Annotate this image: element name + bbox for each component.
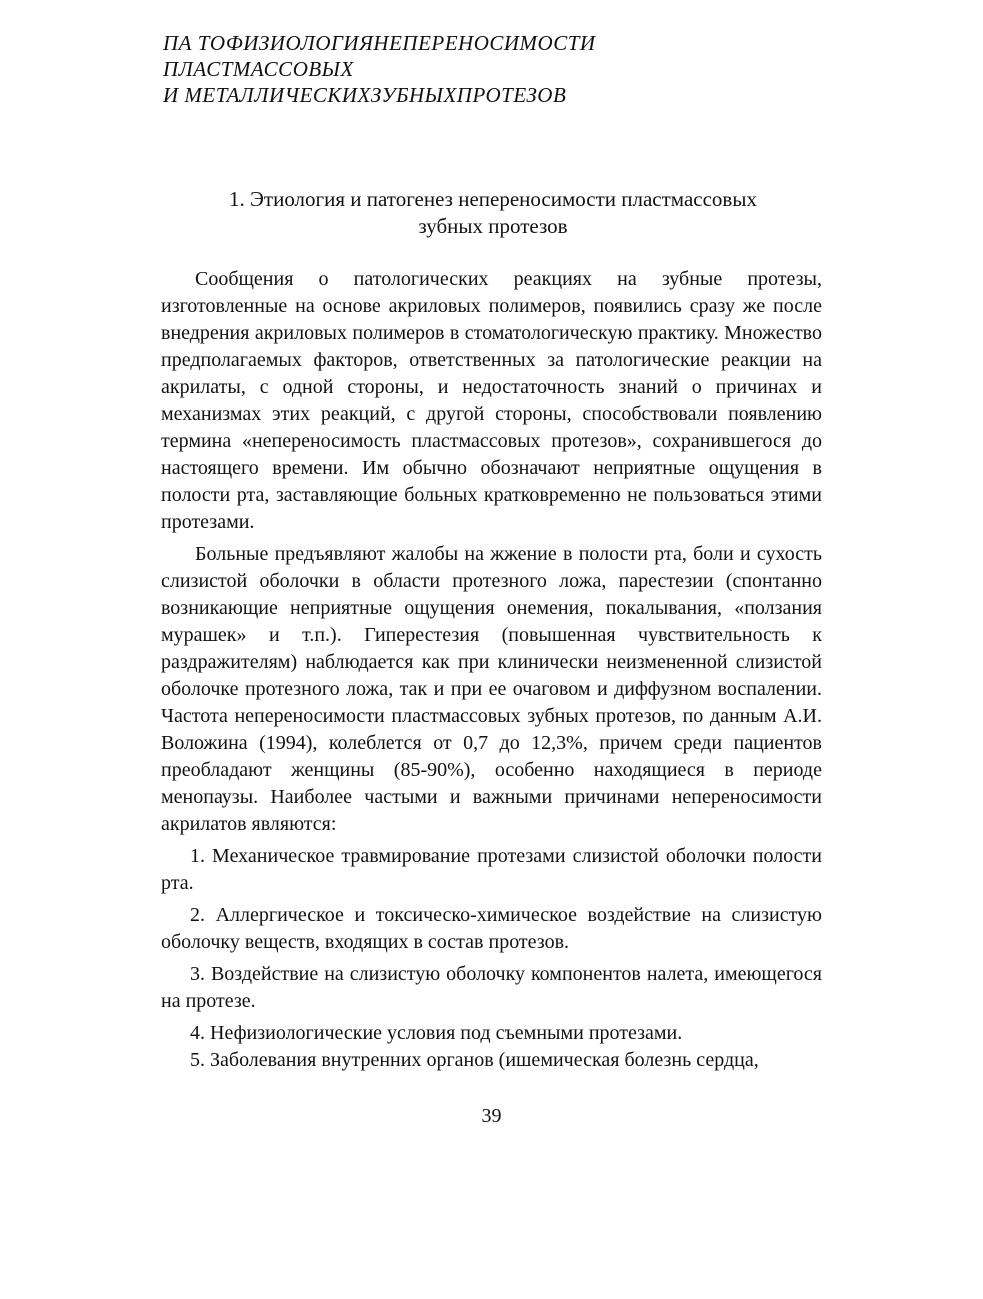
list-item: 3. Воздействие на слизистую оболочку компонентов налета, имеющегося на протезе. xyxy=(161,963,822,1012)
section-heading xyxy=(163,186,823,240)
paragraph: Сообщения о патологических реакциях на зубные протезы, изготовленные на основе акриловых полимеров, появились сразу же после внедрения акриловых полимеров в стоматологическую практику. Множество предполагаемых факторов, ответственных за патологические реакции на акрилаты, с одной стороны, и недостаточность знаний о причинах и механизмах этих реакций, с другой стороны, способствовали появлению термина «непереносимость пластмассовых протезов», сохранившегося до настоящего времени. Им обычно обозначают неприятные ощущения в полости рта, заставляющие больных кратковременно не пользоваться этими протезами. xyxy=(161,268,822,533)
running-header-line: И МЕТАЛЛИЧЕСКИХЗУБНЫХПРОТЕЗОВ xyxy=(163,83,567,107)
running-header xyxy=(163,30,823,108)
running-header-line: ПА ТОФИЗИОЛОГИЯНЕПЕРЕНОСИМОСТИ xyxy=(163,31,596,55)
paragraph: Больные предъявляют жалобы на жжение в полости рта, боли и сухость слизистой оболочки в области протезного ложа, парестезии (спонтанно возникающие неприятные ощущения онемения, покалывания, «ползания мурашек» и т.п.). Гиперестезия (повышенная чувствительность к раздражителям) наблюдается как при клинически неизмененной слизистой оболочке протезного ложа, так и при ее очаговом и диффузном воспалении. Частота непереносимости пластмассовых зубных протезов, по данным А.И. Воложина (1994), колеблется от 0,7 до 12,3%, причем среди пациентов преобладают женщины (85-90%), особенно находящиеся в периоде менопаузы. Наиболее частыми и важными причинами непереносимости акрилатов являются: xyxy=(161,543,822,835)
list-item: 2. Аллергическое и токсическо-химическое воздействие на слизистую оболочку веществ, входящих в состав протезов. xyxy=(161,904,822,953)
list-item: 5. Заболевания внутренних органов (ишемическая болезнь сердца, xyxy=(190,1049,759,1071)
body-text xyxy=(161,266,822,1074)
section-heading-line: зубных протезов xyxy=(418,214,568,238)
list-item: 4. Нефизиологические условия под съемными протезами. xyxy=(190,1022,683,1044)
page-number: 39 xyxy=(481,1105,502,1127)
section-heading-line: 1. Этиология и патогенез непереносимости пластмассовых xyxy=(229,187,757,211)
list-item: 1. Механическое травмирование протезами слизистой оболочки полости рта. xyxy=(161,845,822,894)
running-header-line: ПЛАСТМАССОВЫХ xyxy=(163,57,354,81)
